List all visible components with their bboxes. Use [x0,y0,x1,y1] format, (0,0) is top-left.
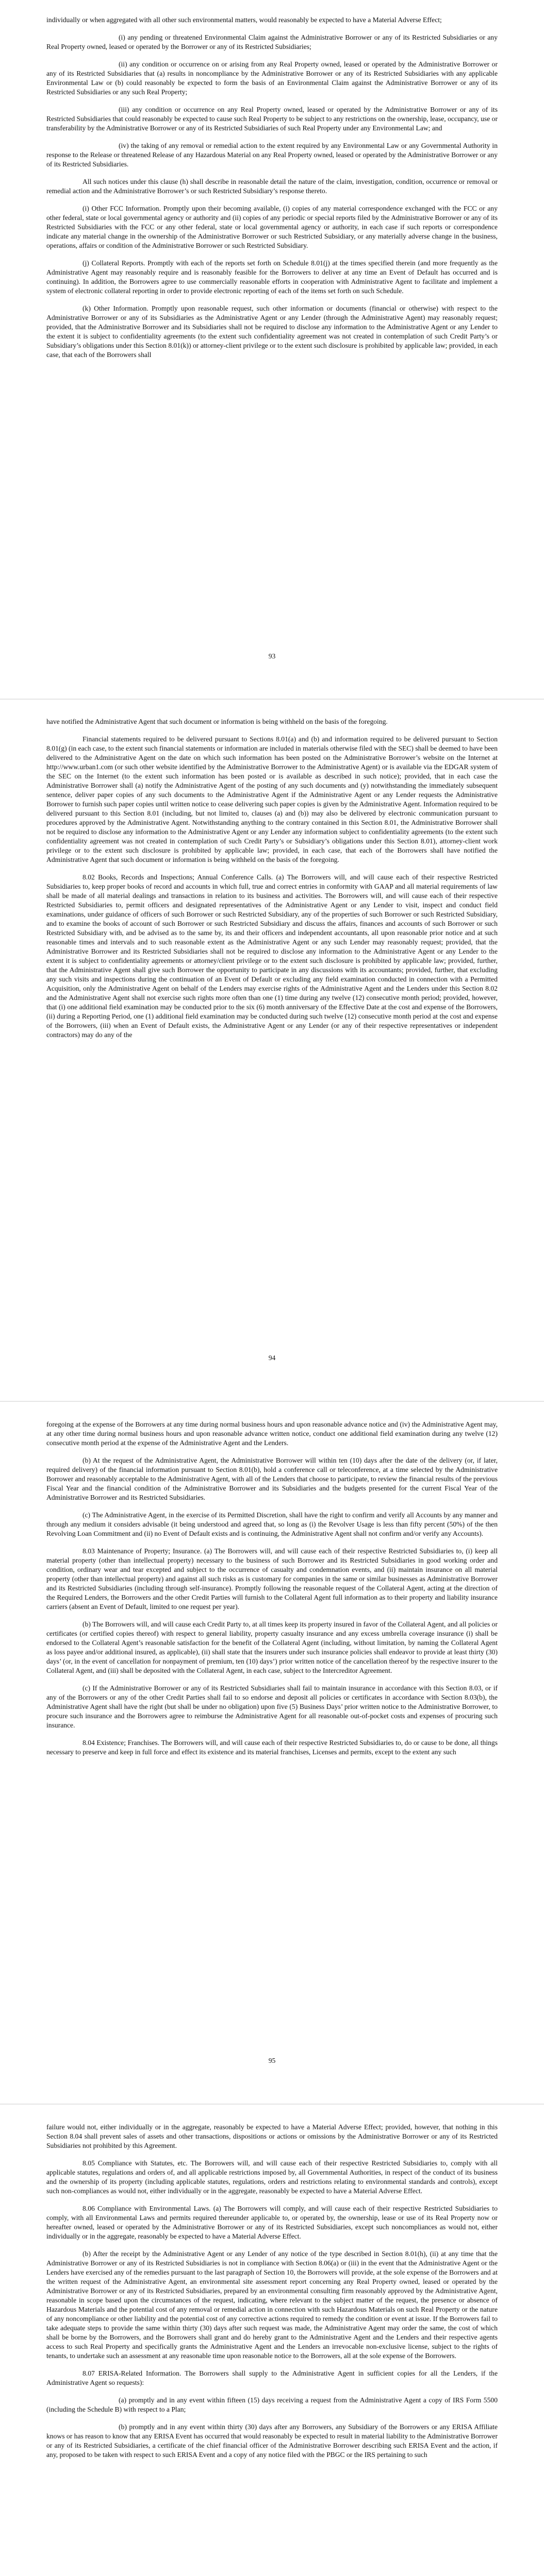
paragraph: Financial statements required to be delivered pursuant to Sections 8.01(a) and (b) and information required to be delivered pursuant to Section 8.01(g) (in each case, to the extent such financial statements or information are included in materials otherwise filed with the SEC) shall be deemed to have been delivered to the Administrative Agent on the date on which such information has been posted on the Administrative Borrower’s website on the Internet at http://www.urban1.com (or such other website identified by the Administrative Borrower to the Administrative Agent) or is available via the EDGAR system of the SEC on the Internet (to the extent such information has been posted or is available as described in such notice); provided, that in each case the Administrative Borrower shall (a) notify the Administrative Agent of the posting of any such documents and (y) notwithstanding the immediately subsequent sentence, deliver paper copies of any such documents to the Administrative Agent if the Administrative Agent or any Lender requests the Administrative Borrower to furnish such paper copies until written notice to cease delivering such paper copies is given by the Administrative Agent. Information required to be delivered pursuant to this Section 8.01 (including, but not limited to, clauses (a) and (b)) may also be delivered by electronic communication pursuant to procedures approved by the Administrative Agent. Notwithstanding anything to the contrary contained in this Section 8.01, the Administrative Borrower shall not be required to disclose any information to the Administrative Agent or any Lender any information subject to confidentiality agreements (to the extent such confidentiality agreement was not created in contemplation of such Credit Party’s or Subsidiary’s obligations under this Section 8.01), attorney-client work privilege or to the extent such disclosure is prohibited by applicable law; provided, in each case, that each of the Borrowers shall have notified the Administrative Agent that such document or information is being withheld on the basis of the foregoing. [46,735,498,863]
document-page-4 [0,2107,544,2576]
paragraph: (b) At the request of the Administrative Agent, the Administrative Borrower will within ten (10) days after the date of the delivery (or, if later, required delivery) of the financial information pursuant to Section 8.01(b), hold a conference call or teleconference, at a time selected by the Administrative Borrower and reasonably acceptable to the Administrative Agent, with all of the Lenders that choose to participate, to review the financial results of the previous Fiscal Year and the financial condition of the Administrative Borrower and its Subsidiaries and the budgets presented for the current Fiscal Year of the Administrative Borrower and its Restricted Subsidiaries. [46,1456,498,1501]
page-number: 93 [268,652,276,660]
paragraph: 8.03 Maintenance of Property; Insurance. (a) The Borrowers will, and will cause each of their respective Restricted Subsidiaries to, (i) keep all material property (other than intellectual property) necessary to the business of such Borrower and its Restricted Subsidiaries in good working order and condition, ordinary wear and tear excepted and subject to the occurrence of casualty and condemnation events, and (ii) maintain insurance on all material property (other than intellectual property) and against all such risks as is customary for companies in the same or similar businesses as Administrative Borrower and its Restricted Subsidiaries (including through self-insurance). Promptly following the reasonable request of the Collateral Agent, acting at the direction of the Required Lenders, the Borrowers and the other Credit Parties will furnish to the Collateral Agent full information as to their property and liability insurance carriers (absent an Event of Default, limited to one request per year). [46,1547,498,1611]
paragraph: 8.04 Existence; Franchises. The Borrowers will, and will cause each of their respective Restricted Subsidiaries to, do or cause to be done, all things necessary to preserve and keep in full force and effect its existence and its material franchises, Licenses and permits, except to the extent any such [46,1739,498,1756]
paragraph: (c) The Administrative Agent, in the exercise of its Permitted Discretion, shall have the right to confirm and verify all Accounts by any manner and through any medium it considers advisable (it being understood and agreed that, so long as (i) the Revolver Usage is less than fifty percent (50%) of the then Revolving Loan Commitment and (ii) no Event of Default exists and is continuing, the Administrative Agent shall not confirm and/or verify any Accounts). [46,1511,498,1537]
page-divider [0,2104,544,2105]
paragraph: 8.05 Compliance with Statutes, etc. The Borrowers will, and will cause each of their respective Restricted Subsidiaries to, comply with all applicable statutes, regulations and orders of, and all applicable restrictions imposed by, all Governmental Authorities, in respect of the conduct of its business and the ownership of its property (including applicable statutes, regulations, orders and restrictions relating to environmental standards and controls), except such non-compliances as would not, either individually or in the aggregate, reasonably be expected to have a Material Adverse Effect. [46,2159,498,2195]
paragraph: (k) Other Information. Promptly upon reasonable request, such other information or documents (financial or otherwise) with respect to the Administrative Borrower or any of its Subsidiaries as the Administrative Agent or any Lender (through the Administrative Agent) may reasonably request; provided, that the Administrative Borrower and its Subsidiaries shall not be required to disclose any information to the Administrative Agent or any Lender to the extent it is subject to confidentiality agreements (to the extent such confidentiality agreement was not created in contemplation of such Credit Party’s or Subsidiary’s obligations under this Section 8.01(k)) or attorney-client privilege or to the extent such disclosure is prohibited by applicable law; provided, in each case, that each of the Borrowers shall [46,304,498,359]
page-number: 94 [268,1354,276,1362]
paragraph: (i) any pending or threatened Environmental Claim against the Administrative Borrower or any of its Restricted Subsidiaries or any Real Property owned, leased or operated by the Borrower or any of its Restricted Subsidiaries; [46,33,498,50]
paragraph: foregoing at the expense of the Borrowers at any time during normal business hours and upon reasonable advance notice and (iv) the Administrative Agent may, at any other time during normal business hours and upon reasonable advance written notice, conduct one additional field examination during any twelve (12) consecutive month period at the expense of the Administrative Agent and the Lenders. [46,1420,498,1447]
paragraph: 8.06 Compliance with Environmental Laws. (a) The Borrowers will comply, and will cause each of their respective Restricted Subsidiaries to comply, with all Environmental Laws and permits required thereunder applicable to, or operated by, the ownership, lease or use of its Real Property now or hereafter owned, leased or operated by the Administrative Borrower or any of its Restricted Subsidiaries, except such noncompliances as would not, either individually or in the aggregate, reasonably be expected to have a Material Adverse Effect. [46,2205,498,2240]
paragraph: (b) After the receipt by the Administrative Agent or any Lender of any notice of the type described in Section 8.01(h), (ii) at any time that the Administrative Borrower or any of its Restricted Subsidiaries is not in compliance with Section 8.06(a) or (iii) in the event that the Administrative Agent or the Lenders have exercised any of the remedies pursuant to the last paragraph of Section 10, the Borrowers will provide, at the sole expense of the Borrowers and at the written request of the Administrative Agent, an environmental site assessment report concerning any Real Property owned, leased or operated by the Administrative Borrower or any of its Restricted Subsidiaries, prepared by an environmental consulting firm reasonably approved by the Administrative Agent, reasonable in scope based upon the circumstances of the request, indicating, where relevant to the subject matter of the request, the presence or absence of Hazardous Materials and the potential cost of any removal or remedial action in connection with such Hazardous Materials on such Real Property or the nature of any noncompliance or other liability and the potential cost of any corrective actions required to remedy the condition or event at issue. If the Borrowers fail to take adequate steps to provide the same within thirty (30) days after such request was made, the Administrative Agent may order the same, the cost of which shall be borne by the Borrowers, and the Borrowers shall grant and do hereby grant to the Administrative Agent and the Lenders and their respective agents access to such Real Property and specifically grants the Administrative Agent and the Lenders an irrevocable non-exclusive license, subject to the rights of tenants, to undertake such an assessment at any reasonable time upon reasonable notice to the Borrowers, all at the sole expense of the Borrowers. [46,2250,498,2360]
paragraph: (j) Collateral Reports. Promptly with each of the reports set forth on Schedule 8.01(j) at the times specified therein (and more frequently as the Administrative Agent may reasonably require and is reasonably feasible for the Borrowers to deliver at any time an Event of Default has occurred and is continuing). In addition, the Borrowers agree to use commercially reasonable efforts in cooperation with Administrative Agent to facilitate and implement a system of electronic collateral reporting in order to provide electronic reporting of each of the items set forth on such Schedule. [46,259,498,295]
page-body [46,1420,498,1765]
paragraph: 8.07 ERISA-Related Information. The Borrowers shall supply to the Administrative Agent in sufficient copies for all the Lenders, if the Administrative Agent so requests): [46,2369,498,2386]
document-page-3 [0,1404,544,2101]
page-body [46,15,498,368]
page-body [46,717,498,1048]
paragraph: All such notices under this clause (h) shall describe in reasonable detail the nature of the claim, investigation, condition, occurrence or removal or remedial action and the Administrative Borrower’s or such Restricted Subsidiary’s response thereto. [46,178,498,195]
paragraph: (ii) any condition or occurrence on or arising from any Real Property owned, leased or operated by the Administrative Borrower or any of its Restricted Subsidiaries that (a) results in noncompliance by the Administrative Borrower or any of its Restricted Subsidiaries with any applicable Environmental Law or (b) could reasonably be expected to form the basis of an Environmental Claim against the Administrative Borrower or any of its Restricted Subsidiaries or any such Real Property; [46,60,498,96]
paragraph: (i) Other FCC Information. Promptly upon their becoming available, (i) copies of any material correspondence exchanged with the FCC or any other federal, state or local governmental agency or authority and (ii) copies of any periodic or special reports filed by the Administrative Borrower or any of its Restricted Subsidiaries with the FCC or any other federal, state or local governmental agency or authority, in each case if such reports or correspondence indicate any material change in the ownership of the Administrative Borrower or such Restricted Subsidiary, or any materially adverse change in the business, operations, affairs or condition of the Administrative Borrower or such Restricted Subsidiary. [46,205,498,249]
document-page-1 [0,0,544,697]
page-number: 95 [268,2057,276,2064]
paragraph: (b) The Borrowers will, and will cause each Credit Party to, at all times keep its property insured in favor of the Collateral Agent, and all policies or certificates (or certified copies thereof) with respect to general liability, property casualty insurance and any excess umbrella coverage insurance (i) shall be endorsed to the Collateral Agent’s reasonable satisfaction for the benefit of the Collateral Agent (including, without limitation, by naming the Collateral Agent as loss payee and/or additional insured, as applicable), (ii) shall state that the insurers under such insurance policies shall endeavor to provide at least thirty (30) days’ (or, in the event of cancellation for nonpayment of premium, ten (10) days’) prior written notice of the cancellation thereof by the respective insurer to the Collateral Agent, and (iii) shall be deposited with the Collateral Agent, in each case, subject to the Intercreditor Agreement. [46,1620,498,1674]
paragraph: (iii) any condition or occurrence on any Real Property owned, leased or operated by the Administrative Borrower or any of its Restricted Subsidiaries that could reasonably be expected to cause such Real Property to be subject to any restrictions on the ownership, lease, occupancy, use or transferability by the Administrative Borrower or any of its Restricted Subsidiaries of such Real Property under any Environmental Law; and [46,106,498,132]
page-divider [0,1401,544,1402]
page-body [46,2123,498,2468]
paragraph: (a) promptly and in any event within fifteen (15) days receiving a request from the Administrative Agent a copy of IRS Form 5500 (including the Schedule B) with respect to a Plan; [46,2396,498,2413]
paragraph: have notified the Administrative Agent that such document or information is being withheld on the basis of the foregoing. [46,718,388,725]
paragraph: (c) If the Administrative Borrower or any of its Restricted Subsidiaries shall fail to maintain insurance in accordance with this Section 8.03, or if any of the Borrowers or any of the other Credit Parties shall fail to so endorse and deposit all policies or certificates in accordance with Section 8.03(b), the Administrative Agent shall have the right (but shall be under no obligation) upon five (5) Business Days’ prior written notice to the Administrative Borrower, to procure such insurance and the Borrowers agree to reimburse the Administrative Agent for all reasonable out-of-pocket costs and expenses of procuring such insurance. [46,1684,498,1729]
paragraph: (b) promptly and in any event within thirty (30) days after any Borrowers, any Subsidiary of the Borrowers or any ERISA Affiliate knows or has reason to know that any ERISA Event has occurred that would reasonably be expected to result in material liability to the Administrative Borrower or any of its Restricted Subsidiaries, a certificate of the chief financial officer of the Administrative Borrower describing such ERISA Event and the action, if any, proposed to be taken with respect to such ERISA Event and a copy of any notice filed with the PBGC or the IRS pertaining to such [46,2423,498,2459]
paragraph: 8.02 Books, Records and Inspections; Annual Conference Calls. (a) The Borrowers will, and will cause each of their respective Restricted Subsidiaries to, keep proper books of record and accounts in which full, true and correct entries in conformity with GAAP and all material requirements of law shall be made of all material dealings and transactions in relation to its business and activities. The Borrowers will, and will cause each of their respective Restricted Subsidiaries to, permit officers and designated representatives of the Administrative Agent or any Lender to visit, inspect and conduct field examinations, under guidance of officers of such Borrower or such Restricted Subsidiary, any of the properties of such Borrower or such Restricted Subsidiary, and to examine the books of account of such Borrower or such Restricted Subsidiary and discuss the affairs, finances and accounts of such Borrower or such Restricted Subsidiary with, and be advised as to the same by, its and their officers and independent accountants, all upon reasonable prior notice and at such reasonable times and intervals and to such reasonable extent as the Administrative Agent or any such Lender may reasonably request; provided, that the Administrative Borrower and its Restricted Subsidiaries shall not be required to disclose any information to the Administrative Agent or any Lender to the extent it is subject to confidentiality agreements or attorney/client privilege or to the extent such disclosure is prohibited by applicable law; provided, further, that the Administrative Agent shall give such Borrower the opportunity to participate in any discussions with its accountants; provided, further, that excluding any such visits and inspections during the continuation of an Event of Default or excluding any field examination conducted in connection with a Permitted Acquisition, only the Administrative Agent on behalf of the Lenders may exercise rights of the Administrative Agent and the Lenders under this Section 8.02 and the Administrative Agent shall not exercise such rights more often than one (1) time during any twelve (12) consecutive month period; provided, however, that (i) one additional field examination may be conducted prior to the six (6) month anniversary of the Effective Date at the cost and expense of the Borrowers, (ii) during a Reporting Period, one (1) additional field examination may be conducted during such twelve (12) consecutive month period at the cost and expense of the Borrowers, (iii) when an Event of Default exists, the Administrative Agent or any Lender (or any of their respective representatives or independent contractors) may do any of the [46,873,498,1039]
document-page-2 [0,702,544,1398]
paragraph: individually or when aggregated with all other such environmental matters, would reasonably be expected to have a Material Adverse Effect; [46,16,442,24]
paragraph: failure would not, either individually or in the aggregate, reasonably be expected to have a Material Adverse Effect; provided, however, that nothing in this Section 8.04 shall prevent sales of assets and other transactions, dispositions or actions or omissions by the Administrative Borrower or any of its Restricted Subsidiaries not prohibited by this Agreement. [46,2123,498,2149]
paragraph: (iv) the taking of any removal or remedial action to the extent required by any Environmental Law or any Governmental Authority in response to the Release or threatened Release of any Hazardous Material on any Real Property owned, leased or operated by the Administrative Borrower or any of its Restricted Subsidiaries. [46,142,498,168]
page-divider [0,699,544,700]
